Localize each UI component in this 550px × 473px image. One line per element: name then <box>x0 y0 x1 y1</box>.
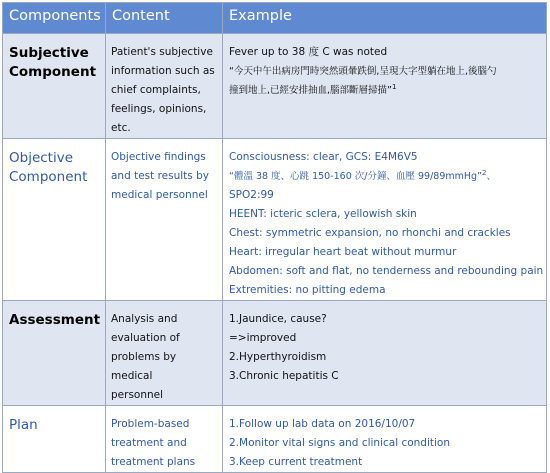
component-plan <box>3 406 106 473</box>
example-line: =>improved <box>229 332 297 344</box>
example-objective <box>223 139 547 301</box>
example-line: Fever up to 38 度 C was noted <box>229 46 388 58</box>
example-line: Consciousness: clear, GCS: E4M6V5 <box>229 151 418 163</box>
content-objective <box>106 139 223 301</box>
component-subjective <box>3 34 106 139</box>
component-label-line: Subjective <box>9 45 89 61</box>
example-line: 3.Chronic hepatitis C <box>229 370 339 382</box>
content-line: problems by medical <box>111 351 177 382</box>
example-line: “今天中午出病房門時突然頭暈跌倒,呈現大字型躺在地上,後腦勺 <box>229 66 497 77</box>
example-text: 撞到地上,已經安排抽血,腦部斷層掃描” <box>229 85 392 96</box>
content-line: Analysis and <box>111 313 178 325</box>
content-line: etc. <box>111 122 131 134</box>
content-line: treatment plans <box>111 456 196 468</box>
example-line: Heart: irregular heart beat without murmur <box>229 246 457 258</box>
example-line: Extremities: no pitting edema <box>229 284 386 296</box>
content-line: Objective findings <box>111 151 206 163</box>
content-line: feelings, opinions, <box>111 103 207 115</box>
content-line: personnel <box>111 389 164 401</box>
example-text: 、 <box>486 171 496 182</box>
footnote-marker: 2 <box>481 168 487 177</box>
example-line <box>229 81 544 100</box>
content-line: chief complaints, <box>111 84 201 96</box>
example-line: Chest: symmetric expansion, no rhonchi and crackles <box>229 227 511 239</box>
header-row <box>3 3 547 34</box>
content-line: evaluation of <box>111 332 180 344</box>
content-line: Patient's subjective <box>111 46 213 58</box>
component-label-line: Component <box>9 169 88 185</box>
row-objective <box>3 139 547 301</box>
example-line: 2.Monitor vital signs and clinical condition <box>229 437 451 449</box>
content-line: treatment and <box>111 437 187 449</box>
component-label-line: Component <box>9 64 97 80</box>
example-line <box>229 167 544 186</box>
header-content: Content <box>106 3 223 34</box>
example-line: SPO2:99 <box>229 189 274 201</box>
component-label-line: Assessment <box>9 312 101 328</box>
content-line: information such as <box>111 65 215 77</box>
footnote-marker: 1 <box>391 82 397 91</box>
header-components: Components <box>3 3 106 34</box>
component-label-line: Plan <box>9 417 38 433</box>
example-plan <box>223 406 547 473</box>
example-line: 1.Follow up lab data on 2016/10/07 <box>229 418 416 430</box>
content-line: medical personnel <box>111 189 208 201</box>
example-assessment <box>223 301 547 406</box>
content-plan <box>106 406 223 473</box>
example-line: 1.Jaundice, cause? <box>229 313 327 325</box>
row-assessment <box>3 301 547 406</box>
example-line: 3.Keep current treatment <box>229 456 363 468</box>
component-objective <box>3 139 106 301</box>
soap-table <box>2 2 547 473</box>
example-line: 2.Hyperthyroidism <box>229 351 327 363</box>
header-example: Example <box>223 3 547 34</box>
content-line: and test results by <box>111 170 209 182</box>
content-subjective <box>106 34 223 139</box>
component-label-line: Objective <box>9 150 74 166</box>
example-line: HEENT: icteric sclera, yellowish skin <box>229 208 417 220</box>
example-line: Abdomen: soft and flat, no tenderness and rebounding pain <box>229 265 544 277</box>
row-plan <box>3 406 547 473</box>
content-assessment <box>106 301 223 406</box>
component-assessment <box>3 301 106 406</box>
content-line: Problem-based <box>111 418 190 430</box>
row-subjective <box>3 34 547 139</box>
example-subjective <box>223 34 547 139</box>
example-text: “體溫 38 度、心跳 150-160 次/分鐘、血壓 99/89mmHg” <box>229 171 482 182</box>
